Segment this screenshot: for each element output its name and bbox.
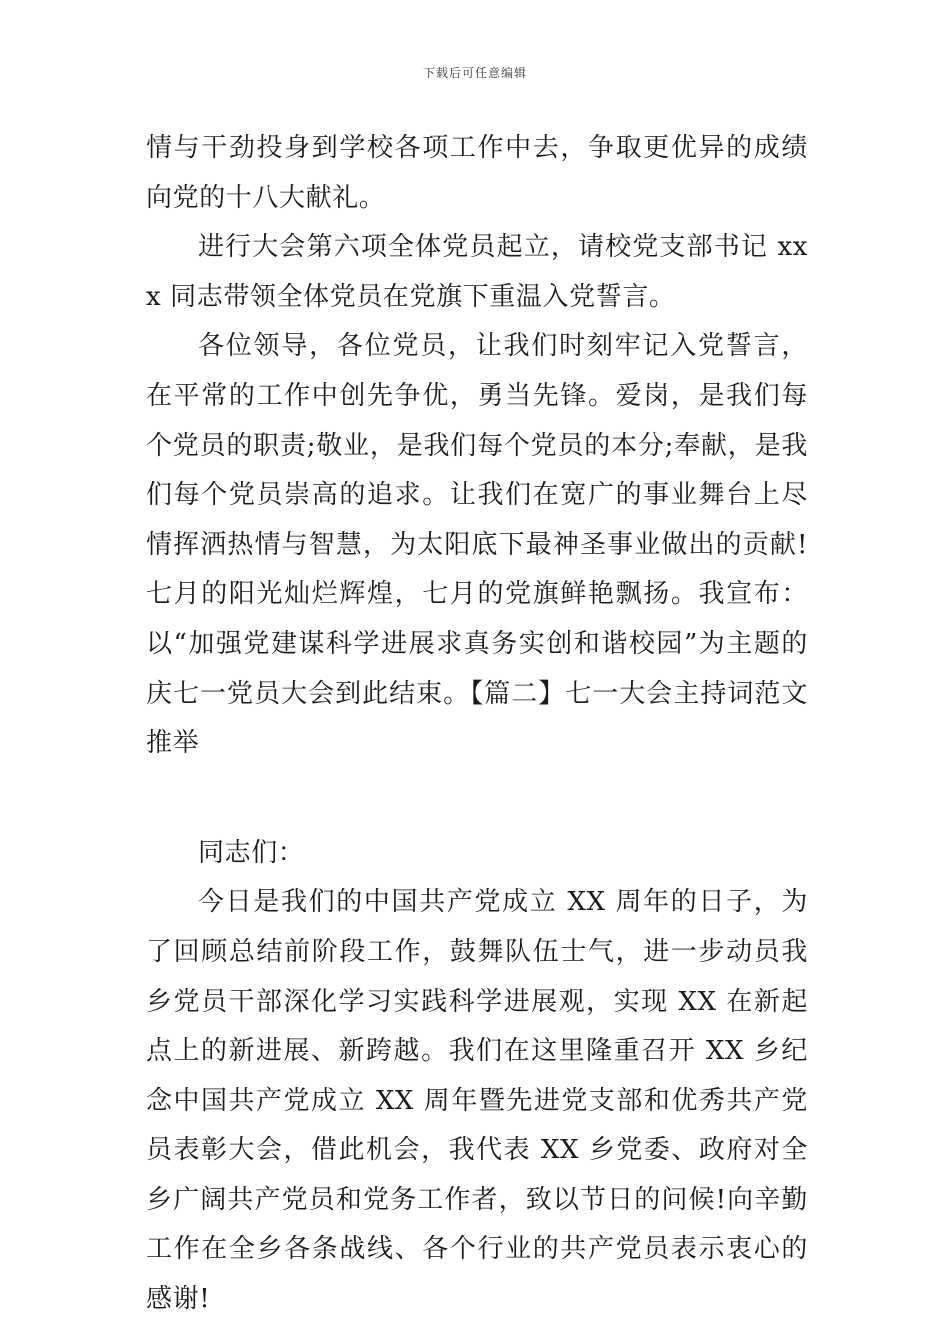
paragraph-opening: 今日是我们的中国共产党成立 XX 周年的日子，为了回顾总结前阶段工作，鼓舞队伍士气，进一步动员我乡党员干部深化学习实践科学进展观，实现 XX 在新起点上的新进展、新跨越。我们在这里隆重召开 XX 乡纪念中国共产党成立 XX 周年暨先进党支部和优秀共产党员表彰大会，借此机会，我代表 XX 乡党委、政府对全乡广阔共产党员和党务工作者，致以节日的问候!向辛勤工作在全乡各条战线、各个行业的共产党员表示衷心的感谢! <box>146 887 808 1315</box>
paragraph-continuation: 情与干劲投身到学校各项工作中去，争取更优异的成绩向党的十八大献礼。 <box>146 133 808 213</box>
paragraph-oath: 进行大会第六项全体党员起立，请校党支部书记 xxx 同志带领全体党员在党旗下重温入党誓言。 <box>146 232 808 312</box>
paragraph-closing: 各位领导，各位党员，让我们时刻牢记入党誓言，在平常的工作中创先争优，勇当先锋。爱岗，是我们每个党员的职责;敬业，是我们每个党员的本分;奉献，是我们每个党员崇高的追求。让我们在宽广的事业舞台上尽情挥洒热情与智慧，为太阳底下最神圣事业做出的贡献!七月的阳光灿烂辉煌，七月的党旗鲜艳飘扬。我宣布：以“加强党建谋科学进展求真务实创和谐校园”为主题的庆七一党员大会到此结束。【篇二】七一大会主持词范文推举 <box>146 331 808 759</box>
page-header: 下载后可任意编辑 <box>422 66 527 80</box>
section-spacer <box>146 769 808 829</box>
paragraph-salutation: 同志们： <box>198 837 305 868</box>
document-body <box>146 124 808 1325</box>
